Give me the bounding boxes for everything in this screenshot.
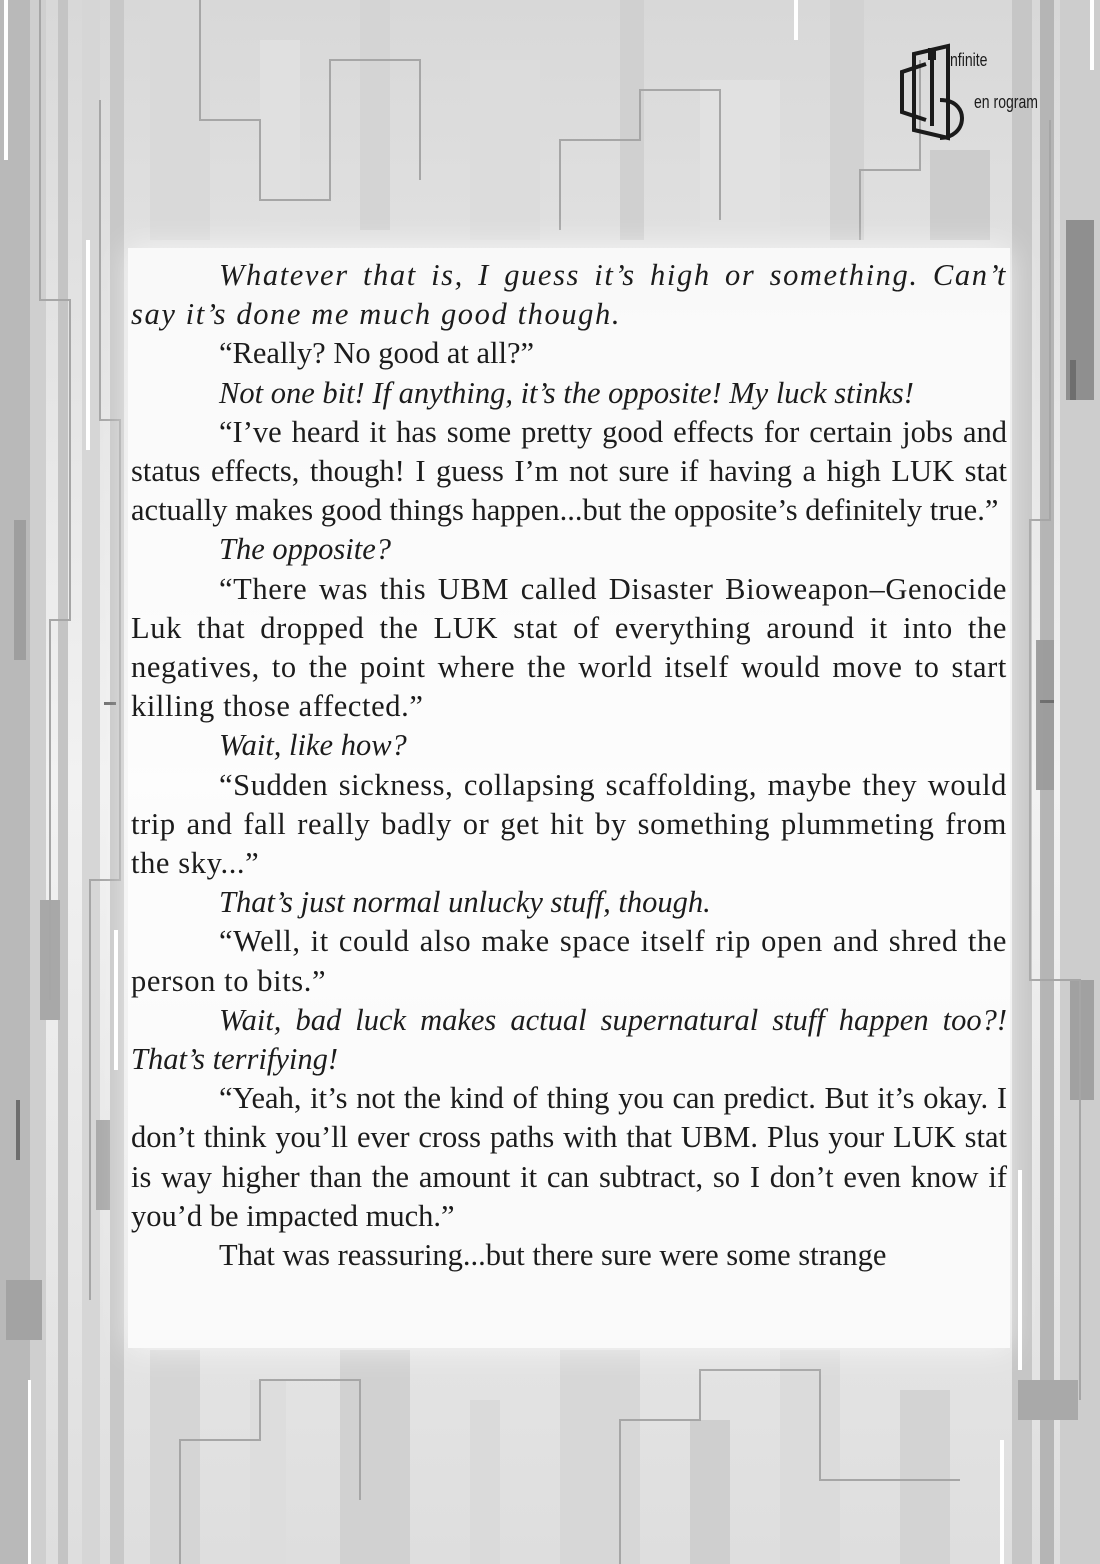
paragraph: Wait, like how? [219,728,407,763]
logo-text-dendrogram: en rogram [974,92,1038,112]
paragraph: “I’ve heard it has some pretty good effects for certain jobs and status effects, though! I guess I’m not sure if having a high LUK stat actually makes good things happen...but the opposite’s definitely true.” [131,414,1007,528]
paragraph: Wait, bad luck makes actual supernatural stuff happen too?! That’s terrifying! [131,1002,1007,1077]
paragraph: Whatever that is, I guess it’s high or something. Can’t say it’s done me much good though. [131,258,1007,332]
paragraph: That was reassuring...but there sure were some strange [219,1238,887,1273]
logo-text-infinite: nfinite [950,50,988,70]
paragraph: “Sudden sickness, collapsing scaffolding, maybe they would trip and fall really badly or get hit by something plummeting from the sky...” [131,767,1007,881]
paragraph: That’s just normal unlucky stuff, though. [219,885,711,920]
infinite-dendrogram-logo [888,40,1088,150]
paragraph: “Really? No good at all?” [219,336,535,371]
page-body-text [131,256,1007,1275]
paragraph: “There was this UBM called Disaster Bioweapon–Genocide Luk that dropped the LUK stat of everything around it into the negatives, to the point where the world itself would move to start killing those affected.” [131,571,1007,724]
paragraph: “Yeah, it’s not the kind of thing you can predict. But it’s okay. I don’t think you’ll ever cross paths with that UBM. Plus your LUK stat is way higher than the amount it can subtract, so I don’t even know if you’d be impacted much.” [131,1081,1007,1233]
paragraph: “Well, it could also make space itself rip open and shred the person to bits.” [131,924,1007,998]
paragraph: Not one bit! If anything, it’s the opposite! My luck stinks! [219,375,914,410]
paragraph: The opposite? [219,532,391,567]
